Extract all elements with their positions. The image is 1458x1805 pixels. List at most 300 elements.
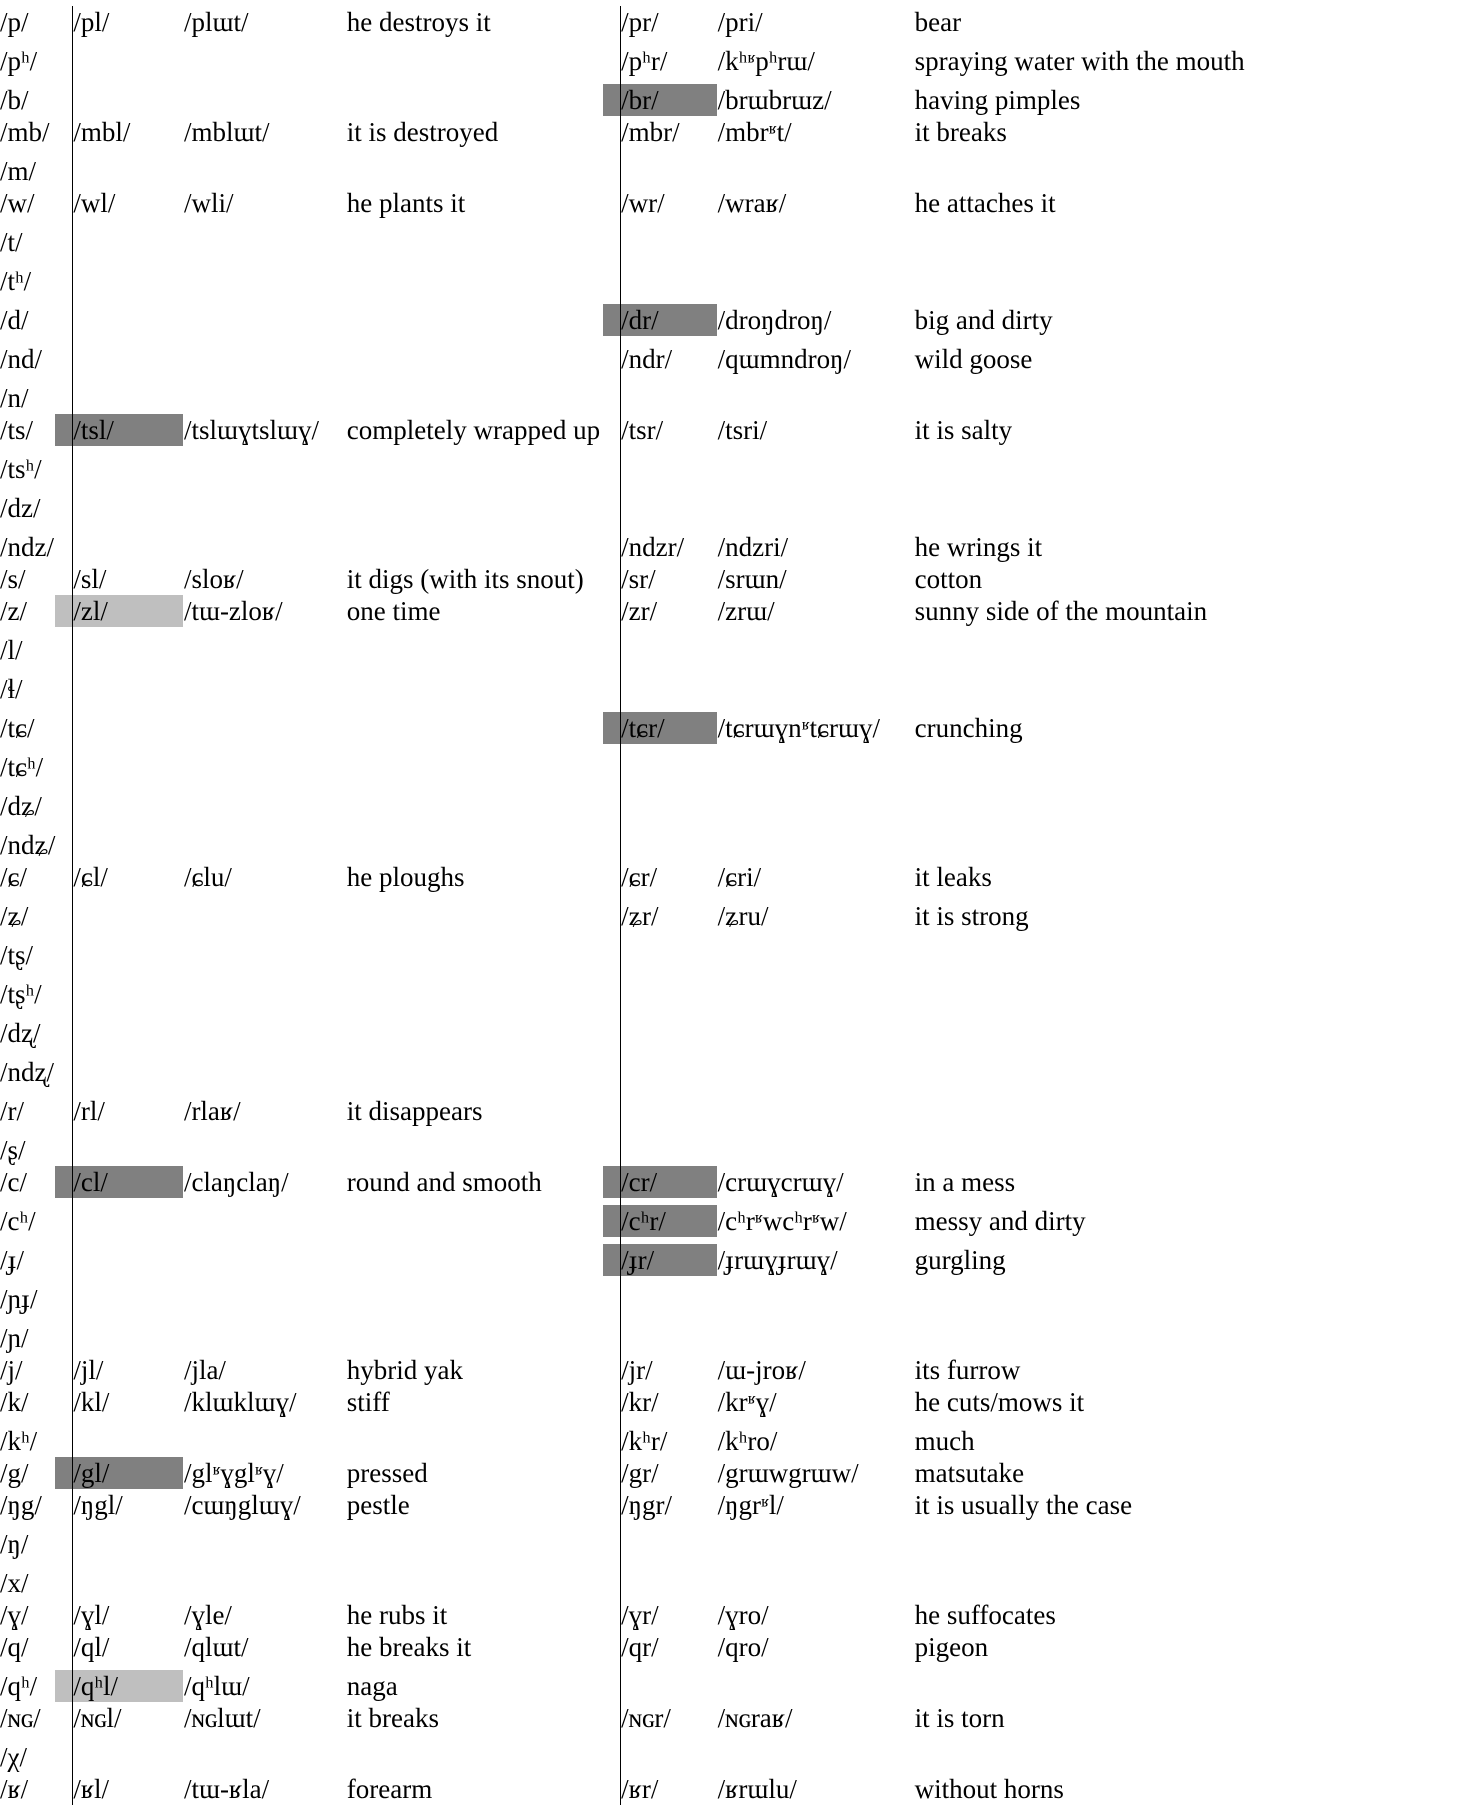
table-row xyxy=(0,524,1458,563)
table-row xyxy=(0,1702,1458,1734)
r-gloss-cell xyxy=(915,375,1458,414)
l-gloss-cell xyxy=(347,1127,621,1166)
r-gloss-cell xyxy=(915,744,1458,783)
l-gloss-cell-text: forearm xyxy=(346,1774,433,1804)
l-form-cell xyxy=(184,1276,347,1315)
r-cluster-cell xyxy=(621,187,718,219)
onset-cell xyxy=(0,336,73,375)
r-cluster-cell xyxy=(621,744,718,783)
r-form-cell xyxy=(718,861,915,893)
r-cluster-cell-text xyxy=(621,744,717,776)
r-gloss-cell xyxy=(915,1631,1458,1663)
r-cluster-cell xyxy=(621,77,718,116)
l-gloss-cell-text: completely wrapped up xyxy=(346,415,601,445)
onset-cell xyxy=(0,148,73,187)
table-row xyxy=(0,627,1458,666)
l-gloss-cell xyxy=(347,187,621,219)
onset-cell-text: /ɲ/ xyxy=(0,1323,29,1353)
r-cluster-cell-text: /mbr/ xyxy=(621,117,680,147)
r-gloss-cell-text: it is torn xyxy=(914,1703,1005,1733)
onset-cell-text: /z/ xyxy=(0,596,27,626)
r-gloss-cell-text: spraying water with the mouth xyxy=(914,46,1245,76)
l-gloss-cell xyxy=(347,1702,621,1734)
onset-cell xyxy=(0,1734,73,1773)
l-cluster-cell xyxy=(73,375,184,414)
r-cluster-cell-text xyxy=(621,148,717,180)
l-cluster-cell xyxy=(73,1773,184,1805)
l-gloss-cell xyxy=(347,524,621,563)
table-row xyxy=(0,1631,1458,1663)
r-form-cell xyxy=(718,783,915,822)
onset-cell-text: /qʰ/ xyxy=(0,1671,38,1701)
l-gloss-cell xyxy=(347,563,621,595)
l-form-cell-text: /sloʁ/ xyxy=(183,564,244,594)
onset-cell xyxy=(0,1276,73,1315)
onset-cell xyxy=(0,1418,73,1457)
l-form-cell-text: /tɯ-zloʁ/ xyxy=(183,596,283,626)
l-cluster-cell-text xyxy=(73,822,184,854)
r-cluster-cell-text: /br/ xyxy=(603,84,717,116)
l-cluster-cell-text: /mbl/ xyxy=(73,117,131,147)
onset-cell xyxy=(0,38,73,77)
l-form-cell-text: /claŋclaŋ/ xyxy=(183,1167,289,1197)
r-cluster-cell-text: /kʰr/ xyxy=(621,1426,668,1456)
l-gloss-cell xyxy=(347,6,621,38)
l-gloss-cell xyxy=(347,1521,621,1560)
onset-cell xyxy=(0,1315,73,1354)
r-cluster-cell-text xyxy=(621,1276,717,1308)
l-form-cell-text: /klɯklɯɣ/ xyxy=(183,1387,297,1417)
r-cluster-cell xyxy=(621,6,718,38)
r-form-cell xyxy=(718,187,915,219)
l-cluster-cell xyxy=(73,563,184,595)
table-row xyxy=(0,219,1458,258)
onset-cell xyxy=(0,705,73,744)
r-form-cell-text: /wraʁ/ xyxy=(717,188,787,218)
onset-cell xyxy=(0,1237,73,1276)
l-cluster-cell-text: /gl/ xyxy=(55,1457,183,1489)
l-cluster-cell-text: /qʰl/ xyxy=(55,1670,183,1702)
l-cluster-cell xyxy=(73,77,184,116)
l-form-cell xyxy=(184,1560,347,1599)
r-cluster-cell-text: /ŋgr/ xyxy=(621,1490,673,1520)
l-cluster-cell-text xyxy=(73,219,184,251)
l-gloss-cell xyxy=(347,1599,621,1631)
l-form-cell xyxy=(184,1457,347,1489)
table-row xyxy=(0,1560,1458,1599)
l-cluster-cell-text xyxy=(73,932,184,964)
r-gloss-cell xyxy=(915,1773,1458,1805)
onset-cell xyxy=(0,1088,73,1127)
r-cluster-cell xyxy=(621,1599,718,1631)
r-form-cell-text: /droŋdroŋ/ xyxy=(717,305,832,335)
onset-cell-text: /nd/ xyxy=(0,344,43,374)
onset-cell xyxy=(0,524,73,563)
l-cluster-cell xyxy=(73,1631,184,1663)
r-gloss-cell xyxy=(915,446,1458,485)
table-row xyxy=(0,1198,1458,1237)
r-gloss-cell-text: it breaks xyxy=(914,117,1007,147)
r-form-cell xyxy=(718,1773,915,1805)
l-cluster-cell xyxy=(73,1315,184,1354)
l-form-cell xyxy=(184,258,347,297)
table-row xyxy=(0,1315,1458,1354)
r-gloss-cell xyxy=(915,187,1458,219)
l-form-cell xyxy=(184,1010,347,1049)
l-cluster-cell xyxy=(73,524,184,563)
r-form-cell xyxy=(718,38,915,77)
l-cluster-cell xyxy=(73,116,184,148)
onset-cell-text: /pʰ/ xyxy=(0,46,38,76)
l-gloss-cell xyxy=(347,705,621,744)
l-cluster-cell xyxy=(73,861,184,893)
table-row xyxy=(0,1521,1458,1560)
r-form-cell xyxy=(718,705,915,744)
l-cluster-cell xyxy=(73,414,184,446)
r-form-cell xyxy=(718,1663,915,1702)
r-form-cell-text: /tɕrɯɣnʶtɕrɯɣ/ xyxy=(717,713,881,743)
r-cluster-cell-text: /ndr/ xyxy=(621,344,673,374)
r-cluster-cell xyxy=(621,1237,718,1276)
l-form-cell xyxy=(184,1127,347,1166)
l-cluster-cell xyxy=(73,336,184,375)
table-row xyxy=(0,1088,1458,1127)
onset-cell xyxy=(0,744,73,783)
l-form-cell-text: /wli/ xyxy=(183,188,234,218)
r-cluster-cell xyxy=(621,375,718,414)
onset-cell-text: /ɣ/ xyxy=(0,1600,29,1630)
r-cluster-cell xyxy=(621,446,718,485)
l-cluster-cell xyxy=(73,1457,184,1489)
onset-cell xyxy=(0,77,73,116)
r-form-cell xyxy=(718,627,915,666)
l-cluster-cell xyxy=(73,38,184,77)
l-cluster-cell-text xyxy=(73,38,184,70)
onset-cell xyxy=(0,219,73,258)
l-form-cell xyxy=(184,524,347,563)
l-form-cell xyxy=(184,1198,347,1237)
r-gloss-cell xyxy=(915,1560,1458,1599)
onset-cell xyxy=(0,971,73,1010)
r-form-cell xyxy=(718,971,915,1010)
r-gloss-cell xyxy=(915,414,1458,446)
l-form-cell xyxy=(184,446,347,485)
l-gloss-cell xyxy=(347,1631,621,1663)
table-row xyxy=(0,1734,1458,1773)
r-form-cell xyxy=(718,258,915,297)
onset-cell-text: /tsʰ/ xyxy=(0,454,42,484)
l-cluster-cell xyxy=(73,666,184,705)
onset-cell xyxy=(0,893,73,932)
l-gloss-cell xyxy=(347,932,621,971)
r-gloss-cell xyxy=(915,1010,1458,1049)
r-gloss-cell xyxy=(915,1663,1458,1702)
r-form-cell-text: /ɕri/ xyxy=(717,862,762,892)
r-gloss-cell xyxy=(915,971,1458,1010)
l-form-cell xyxy=(184,414,347,446)
l-form-cell-text: /tɯ-ʁla/ xyxy=(183,1774,270,1804)
r-form-cell-text: /ʑru/ xyxy=(717,901,769,931)
r-cluster-cell-text: /ɴɢr/ xyxy=(621,1703,671,1733)
table-row xyxy=(0,1127,1458,1166)
table-row xyxy=(0,822,1458,861)
r-cluster-cell xyxy=(621,1521,718,1560)
table-row xyxy=(0,77,1458,116)
l-gloss-cell xyxy=(347,148,621,187)
table-row xyxy=(0,1663,1458,1702)
onset-cell xyxy=(0,666,73,705)
r-cluster-cell xyxy=(621,1315,718,1354)
r-gloss-cell-text: without horns xyxy=(914,1774,1064,1804)
r-form-cell-text: /ndzri/ xyxy=(717,532,789,562)
onset-cell-text: /cʰ/ xyxy=(0,1206,36,1236)
table-row xyxy=(0,6,1458,38)
l-cluster-cell-text: /ɴɢl/ xyxy=(73,1703,122,1733)
l-cluster-cell xyxy=(73,219,184,258)
l-cluster-cell xyxy=(73,1127,184,1166)
r-gloss-cell xyxy=(915,1489,1458,1521)
l-cluster-cell-text: /ʁl/ xyxy=(73,1774,110,1804)
r-gloss-cell xyxy=(915,1521,1458,1560)
l-cluster-cell xyxy=(73,1386,184,1418)
r-cluster-cell-text xyxy=(621,1560,717,1592)
r-form-cell xyxy=(718,1702,915,1734)
r-gloss-cell xyxy=(915,1386,1458,1418)
l-cluster-cell-text xyxy=(73,485,184,517)
r-gloss-cell xyxy=(915,485,1458,524)
l-gloss-cell-text: he destroys it xyxy=(346,7,491,37)
l-form-cell xyxy=(184,1418,347,1457)
l-gloss-cell xyxy=(347,1237,621,1276)
r-cluster-cell-text xyxy=(621,783,717,815)
r-gloss-cell xyxy=(915,1166,1458,1198)
r-form-cell xyxy=(718,744,915,783)
r-cluster-cell xyxy=(621,1386,718,1418)
l-cluster-cell-text xyxy=(73,1127,184,1159)
l-gloss-cell xyxy=(347,1088,621,1127)
l-form-cell xyxy=(184,1237,347,1276)
r-gloss-cell-text: gurgling xyxy=(914,1245,1006,1275)
l-form-cell xyxy=(184,1315,347,1354)
r-cluster-cell xyxy=(621,414,718,446)
l-gloss-cell-text: round and smooth xyxy=(346,1167,542,1197)
onset-cell-text: /x/ xyxy=(0,1568,29,1598)
l-form-cell-text: /ɴɢlɯt/ xyxy=(183,1703,261,1733)
table-row xyxy=(0,1276,1458,1315)
l-form-cell xyxy=(184,595,347,627)
onset-cell-text: /c/ xyxy=(0,1167,27,1197)
l-gloss-cell xyxy=(347,1418,621,1457)
onset-cell-text: /ŋg/ xyxy=(0,1490,42,1520)
r-gloss-cell-text: it is strong xyxy=(914,901,1029,931)
onset-cell xyxy=(0,822,73,861)
r-cluster-cell-text xyxy=(621,1315,717,1347)
l-cluster-cell-text: /ɕl/ xyxy=(73,862,108,892)
r-gloss-cell-text: it is usually the case xyxy=(914,1490,1133,1520)
l-cluster-cell xyxy=(73,1166,184,1198)
r-form-cell-text: /zrɯ/ xyxy=(717,596,775,626)
l-form-cell xyxy=(184,375,347,414)
onset-cell xyxy=(0,1010,73,1049)
r-gloss-cell-text: big and dirty xyxy=(914,305,1053,335)
l-cluster-cell-text: /pl/ xyxy=(73,7,110,37)
r-form-cell-text: /tsri/ xyxy=(717,415,768,445)
r-gloss-cell-text: it is salty xyxy=(914,415,1013,445)
r-gloss-cell-text: sunny side of the mountain xyxy=(914,596,1208,626)
l-gloss-cell xyxy=(347,893,621,932)
l-gloss-cell-text: he breaks it xyxy=(346,1632,472,1662)
onset-cell-text: /ʑ/ xyxy=(0,901,29,931)
r-gloss-cell-text: having pimples xyxy=(914,85,1081,115)
table-row xyxy=(0,1457,1458,1489)
onset-cell-text: /ɬ/ xyxy=(0,674,23,704)
r-gloss-cell-text: matsutake xyxy=(914,1458,1025,1488)
r-form-cell xyxy=(718,219,915,258)
r-gloss-cell xyxy=(915,1418,1458,1457)
l-gloss-cell xyxy=(347,1489,621,1521)
l-form-cell xyxy=(184,1049,347,1088)
onset-cell xyxy=(0,1631,73,1663)
onset-cell xyxy=(0,1702,73,1734)
l-gloss-cell-text: it is destroyed xyxy=(346,117,499,147)
table-row xyxy=(0,893,1458,932)
l-form-cell xyxy=(184,148,347,187)
l-cluster-cell-text xyxy=(73,258,184,290)
r-cluster-cell xyxy=(621,1773,718,1805)
r-gloss-cell xyxy=(915,893,1458,932)
r-gloss-cell-text: its furrow xyxy=(914,1355,1021,1385)
l-cluster-cell xyxy=(73,6,184,38)
r-gloss-cell xyxy=(915,116,1458,148)
l-cluster-cell-text: /kl/ xyxy=(73,1387,110,1417)
l-gloss-cell xyxy=(347,783,621,822)
r-gloss-cell-text: messy and dirty xyxy=(914,1206,1086,1236)
r-gloss-cell xyxy=(915,524,1458,563)
l-cluster-cell-text xyxy=(73,1734,184,1766)
r-cluster-cell-text: /dr/ xyxy=(603,304,717,336)
onset-cell-text: /ɟ/ xyxy=(0,1245,24,1275)
l-gloss-cell xyxy=(347,1354,621,1386)
r-form-cell xyxy=(718,1166,915,1198)
l-form-cell xyxy=(184,297,347,336)
l-cluster-cell-text: /ql/ xyxy=(73,1632,110,1662)
onset-cell-text: /dʐ/ xyxy=(0,1018,41,1048)
onset-cell-text: /tʂ/ xyxy=(0,940,34,970)
l-cluster-cell-text: /zl/ xyxy=(55,595,183,627)
l-gloss-cell xyxy=(347,822,621,861)
r-form-cell xyxy=(718,822,915,861)
l-form-cell xyxy=(184,1599,347,1631)
table-row xyxy=(0,783,1458,822)
r-gloss-cell-text: cotton xyxy=(914,564,983,594)
r-form-cell-text: /qɯmndroŋ/ xyxy=(717,344,852,374)
r-cluster-cell xyxy=(621,932,718,971)
r-gloss-cell-text: much xyxy=(914,1426,975,1456)
l-form-cell-text: /ɣle/ xyxy=(183,1600,232,1630)
r-cluster-cell-text: /ndzr/ xyxy=(621,532,685,562)
onset-cell-text: /tʂʰ/ xyxy=(0,979,42,1009)
l-form-cell xyxy=(184,1386,347,1418)
r-cluster-cell-text: /tsr/ xyxy=(621,415,664,445)
r-form-cell xyxy=(718,148,915,187)
r-gloss-cell-text: crunching xyxy=(914,713,1023,743)
onset-cell-text: /d/ xyxy=(0,305,29,335)
r-form-cell-text: /ɴɢraʁ/ xyxy=(717,1703,793,1733)
r-cluster-cell xyxy=(621,38,718,77)
r-gloss-cell xyxy=(915,1457,1458,1489)
table-row xyxy=(0,336,1458,375)
l-cluster-cell xyxy=(73,1049,184,1088)
r-cluster-cell-text xyxy=(621,822,717,854)
r-form-cell xyxy=(718,446,915,485)
r-form-cell xyxy=(718,1418,915,1457)
l-cluster-cell xyxy=(73,783,184,822)
onset-cell xyxy=(0,563,73,595)
r-gloss-cell xyxy=(915,297,1458,336)
onset-cell-text: /tʰ/ xyxy=(0,266,32,296)
r-cluster-cell-text: /tɕr/ xyxy=(603,712,717,744)
l-gloss-cell xyxy=(347,971,621,1010)
l-form-cell xyxy=(184,6,347,38)
r-form-cell-text: /qro/ xyxy=(717,1632,769,1662)
onset-cell-text: /k/ xyxy=(0,1387,29,1417)
r-cluster-cell-text xyxy=(621,219,717,251)
r-form-cell xyxy=(718,1010,915,1049)
r-cluster-cell-text: /ʁr/ xyxy=(621,1774,659,1804)
r-cluster-cell-text: /ɣr/ xyxy=(621,1600,659,1630)
l-cluster-cell xyxy=(73,1276,184,1315)
l-form-cell xyxy=(184,1702,347,1734)
r-gloss-cell xyxy=(915,627,1458,666)
r-cluster-cell xyxy=(621,1088,718,1127)
r-form-cell-text: /ʁrɯlu/ xyxy=(717,1774,797,1804)
r-gloss-cell xyxy=(915,1237,1458,1276)
r-form-cell-text: /cʰrʶwcʰrʶw/ xyxy=(717,1206,847,1236)
r-form-cell xyxy=(718,893,915,932)
onset-cell-text: /ndʐ/ xyxy=(0,1057,54,1087)
r-cluster-cell-text xyxy=(621,932,717,964)
table-row xyxy=(0,705,1458,744)
l-gloss-cell xyxy=(347,861,621,893)
l-cluster-cell xyxy=(73,705,184,744)
table-row xyxy=(0,375,1458,414)
onset-cell xyxy=(0,1127,73,1166)
l-gloss-cell-text: hybrid yak xyxy=(346,1355,463,1385)
l-cluster-cell-text xyxy=(73,1276,184,1308)
l-gloss-cell-text: naga xyxy=(346,1671,398,1701)
r-form-cell xyxy=(718,932,915,971)
l-cluster-cell-text xyxy=(73,1237,184,1269)
onset-cell xyxy=(0,1521,73,1560)
r-form-cell-text: /ɣro/ xyxy=(717,1600,769,1630)
onset-cell-text: /q/ xyxy=(0,1632,29,1662)
consonant-cluster-table xyxy=(0,6,1458,1805)
l-form-cell-text: /rlaʁ/ xyxy=(183,1096,241,1126)
r-form-cell xyxy=(718,1599,915,1631)
l-gloss-cell xyxy=(347,116,621,148)
table-row xyxy=(0,595,1458,627)
l-form-cell-text: /mblɯt/ xyxy=(183,117,270,147)
table-row xyxy=(0,258,1458,297)
l-form-cell xyxy=(184,563,347,595)
l-cluster-cell-text: /sl/ xyxy=(73,564,107,594)
l-cluster-cell-text xyxy=(73,148,184,180)
r-form-cell-text: /kʰro/ xyxy=(717,1426,778,1456)
r-cluster-cell xyxy=(621,893,718,932)
r-form-cell xyxy=(718,6,915,38)
r-cluster-cell-text: /cʰr/ xyxy=(603,1205,717,1237)
l-cluster-cell xyxy=(73,744,184,783)
